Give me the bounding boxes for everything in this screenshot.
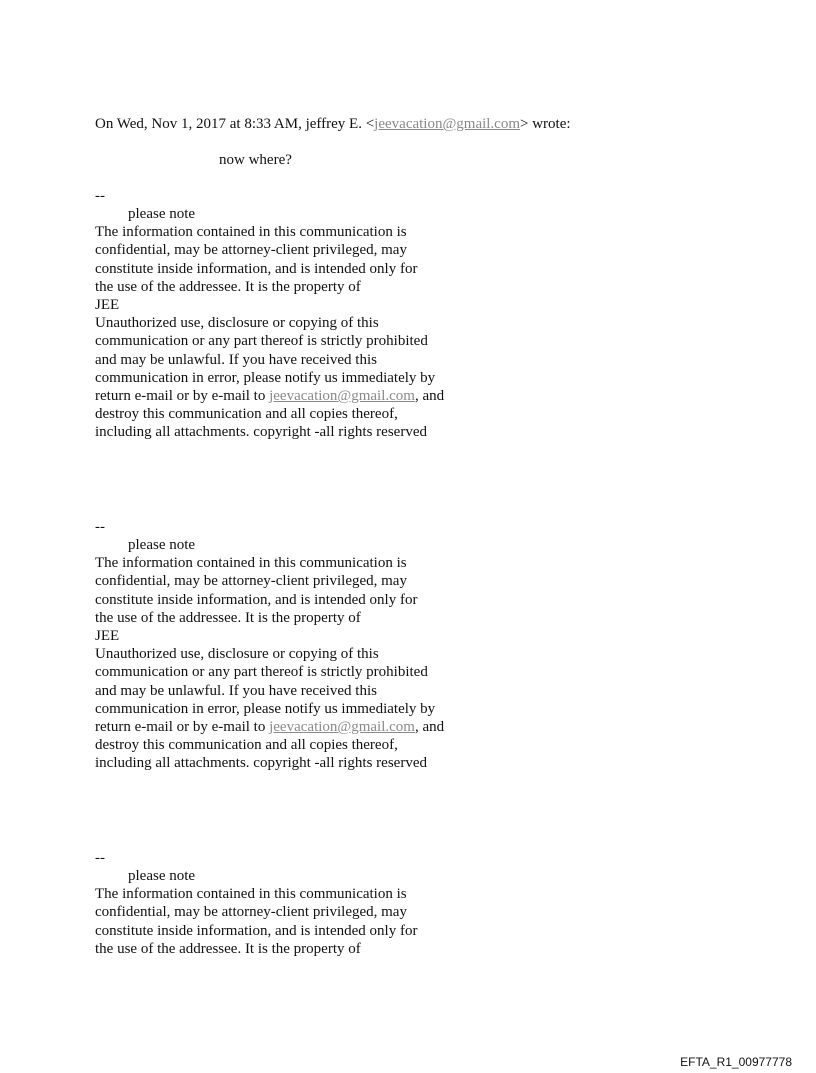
disclaimer-heading: please note — [128, 206, 196, 222]
disclaimer-line: communication or any part thereof is strictly prohibited — [95, 333, 428, 350]
disclaimer-line: and may be unlawful. If you have received this — [95, 351, 377, 368]
disclaimer-line: The information contained in this communication is — [95, 224, 407, 241]
disclaimer-line: and may be unlawful. If you have received this — [95, 682, 377, 699]
disclaimer-line: The information contained in this communication is — [95, 886, 407, 903]
disclaimer-line: constitute inside information, and is intended only for — [95, 591, 418, 608]
signature-separator: -- — [95, 519, 105, 535]
document-id: EFTA_R1_00977778 — [680, 1055, 792, 1069]
return-line-prefix: return e-mail or by e-mail to — [95, 388, 270, 405]
disclaimer-line: the use of the addressee. It is the property of — [95, 609, 361, 626]
disclaimer-email-link[interactable]: jeevacation@gmail.com — [269, 719, 415, 736]
header-suffix: > wrote: — [520, 116, 571, 132]
disclaimer-line: The information contained in this communication is — [95, 555, 407, 572]
disclaimer-line: Unauthorized use, disclosure or copying of this — [95, 315, 379, 332]
disclaimer-email-link[interactable]: jeevacation@gmail.com — [269, 388, 415, 405]
disclaimer-line: the use of the addressee. It is the property of — [95, 278, 361, 295]
disclaimer-line: including all attachments. copyright -all rights reserved — [95, 755, 427, 772]
disclaimer-line: destroy this communication and all copies thereof, — [95, 406, 398, 423]
sender-email-link[interactable]: jeevacation@gmail.com — [374, 116, 521, 132]
header-prefix: On Wed, Nov 1, 2017 at 8:33 AM, jeffrey E. < — [95, 116, 375, 132]
disclaimer-line: the use of the addressee. It is the property of — [95, 940, 361, 957]
disclaimer-return-line — [95, 387, 515, 405]
disclaimer-line: Unauthorized use, disclosure or copying of this — [95, 646, 379, 663]
disclaimer-line: confidential, may be attorney-client privileged, may — [95, 573, 407, 590]
return-line-prefix: return e-mail or by e-mail to — [95, 719, 270, 736]
disclaimer-line: destroy this communication and all copies thereof, — [95, 737, 398, 754]
disclaimer-heading: please note — [128, 537, 196, 553]
signature-separator: -- — [95, 188, 105, 204]
disclaimer-line: including all attachments. copyright -all rights reserved — [95, 424, 427, 441]
disclaimer-return-line — [95, 718, 515, 736]
disclaimer-line: constitute inside information, and is intended only for — [95, 260, 418, 277]
message-body: now where? — [219, 152, 292, 168]
signature-separator: -- — [95, 850, 105, 866]
disclaimer-block-2 — [95, 518, 515, 773]
disclaimer-line: communication in error, please notify us immediately by — [95, 700, 436, 717]
disclaimer-line: constitute inside information, and is intended only for — [95, 922, 418, 939]
disclaimer-line: communication or any part thereof is strictly prohibited — [95, 664, 428, 681]
disclaimer-line: JEE — [95, 297, 120, 314]
return-line-suffix: , and — [414, 388, 445, 405]
disclaimer-block-3 — [95, 849, 515, 958]
disclaimer-line: JEE — [95, 628, 120, 645]
return-line-suffix: , and — [414, 719, 445, 736]
disclaimer-heading: please note — [128, 868, 196, 884]
disclaimer-line: confidential, may be attorney-client privileged, may — [95, 242, 407, 259]
disclaimer-line: confidential, may be attorney-client privileged, may — [95, 904, 407, 921]
disclaimer-line: communication in error, please notify us immediately by — [95, 369, 436, 386]
quoted-header — [95, 115, 571, 133]
disclaimer-block-1 — [95, 187, 515, 442]
